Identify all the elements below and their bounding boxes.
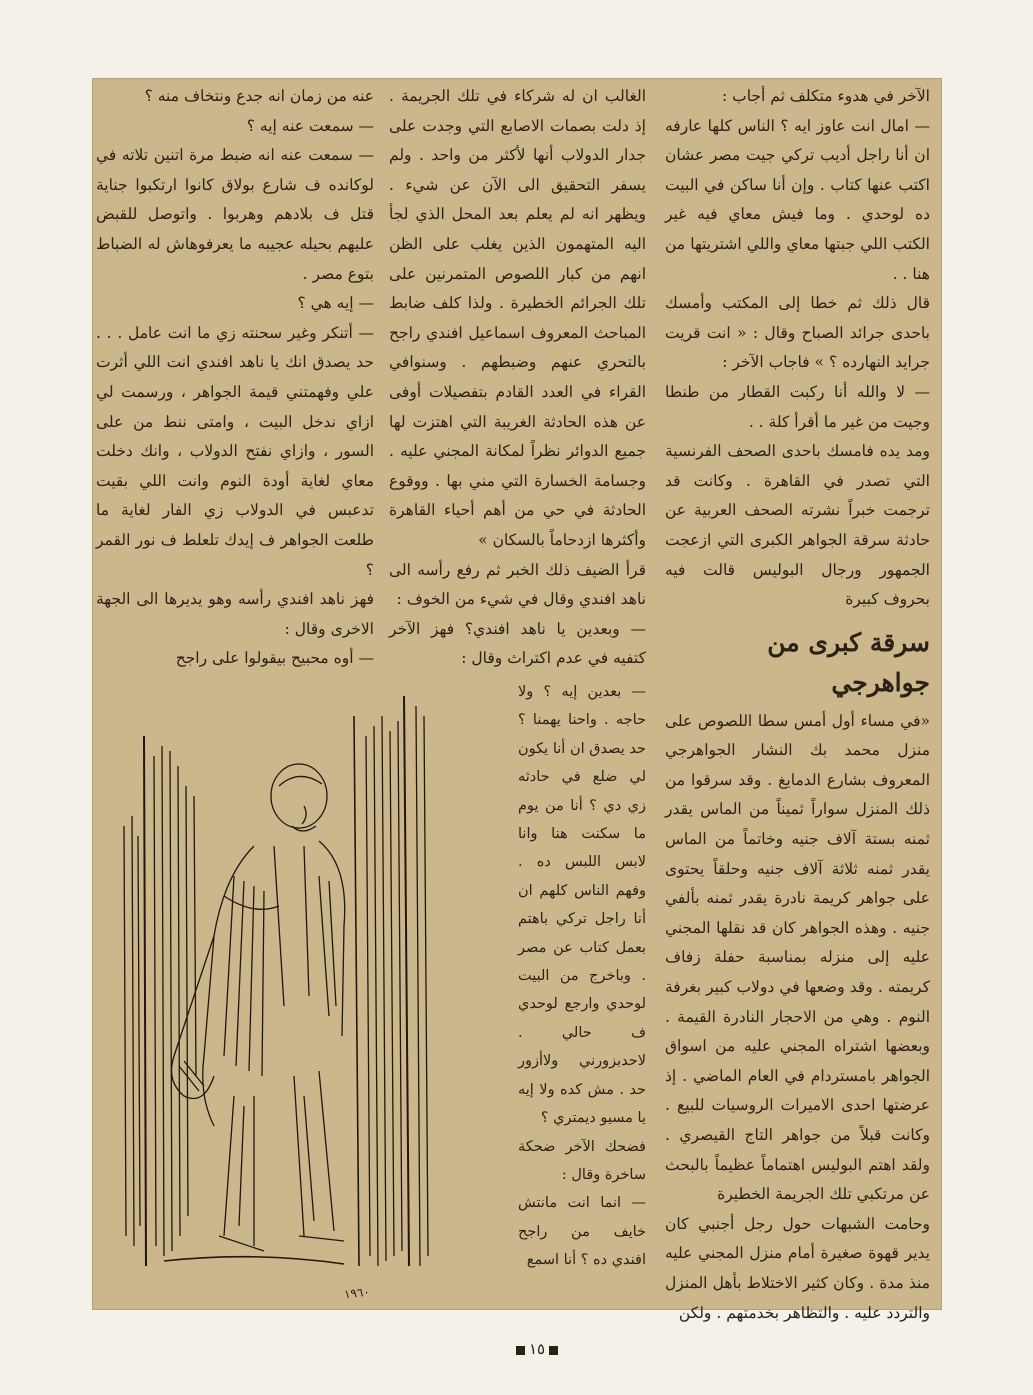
square-icon (516, 1346, 525, 1355)
page-number (492, 1340, 582, 1358)
paragraph: فضحك الآخر ضحكة ساخرة وقال : (518, 1138, 646, 1183)
square-icon (549, 1346, 558, 1355)
paragraph: الآخر في هدوء متكلف ثم أجاب : (721, 87, 930, 105)
right-column (665, 82, 930, 1328)
middle-narrow-column (518, 678, 646, 1275)
paragraph: — بعدين إيه ؟ ولا حاجه . واحنا يهمنا ؟ حد يصدق ان أنا يكون لي ضلع في حادثه زي دي ؟ أنا من يوم ما سكنت هنا وانا لابس اللبس ده . وفهم الناس كلهم ان أنا راجل تركي باهتم بعمل كتاب عن مصر . وباخرج من البيت لوحدي وارجع لوحدي ف حالي . لاحدبزورني ولاأزور حد . مش كده ولا إيه يا مسيو ديمتري ؟ (518, 684, 646, 1127)
paragraph: ومد يده فامسك باحدى الصحف الفرنسية التي تصدر في القاهرة . وكانت قد ترجمت خبراً نشرته الصحف العربية عن حادثة سرقة الجواهر الكبرى التي ازعجت الجمهور ورجال البوليس قالت فيه بحروف كبيرة (665, 442, 930, 609)
paragraph: — سمعت عنه انه ضبط مرة اتنين تلاته في لوكانده ف شارع بولاق كانوا ارتكبوا جناية قتل ف بلادهم وهربوا . واتوصل للقبض عليهم بحيله عجيبه ما يعرفوهاش له الضباط بتوع مصر . (96, 146, 374, 283)
paragraph: — وبعدين يا ناهد افندي؟ فهز الآخر كتفيه في عدم اكتراث وقال : (389, 619, 646, 668)
paragraph: وحامت الشبهات حول رجل أجنبي كان يدير قهوة صغيرة أمام منزل المجني عليه منذ مدة . وكان كثير الاختلاط بأهل المنزل والتردد عليه . والتظاهر بخدمتهم . ولكن (665, 1214, 930, 1322)
paragraph: — أوه محبيح بيقولوا على راجح (175, 649, 374, 668)
paragraph: قرأ الضيف ذلك الخبر ثم رفع رأسه الى ناهد افندي وقال في شيء من الخوف : (389, 560, 646, 609)
article-heading: سرقة كبرى من جواهرجي (767, 627, 930, 697)
artist-signature: ١٩٦٠ (343, 1284, 371, 1302)
paragraph: — أتنكر وغير سحنته زي ما انت عامل . . . حد يصدق انك يا ناهد افندي انت اللي أثرت علي وفهمتني قيمة الجواهر ، ورسمت لي ازاي ندخل البيت ، وامتى ننط من على السور ، وازاي نفتح الدولاب ، وانك دخلت معاي لغاية أودة النوم وانت اللي بقيت تدعبس في الدولاب زي الفار لغاية ما طلعت الجواهر ف إيدك تلعلط ف نور القمر ؟ (96, 323, 374, 579)
paragraph: — انما انت مانتش خايف من راجح افندي ده ؟ أنا اسمع (518, 1195, 646, 1269)
left-column (96, 82, 374, 674)
paragraph: قال ذلك ثم خطا إلى المكتب وأمسك باحدى جرائد الصباح وقال : « انت قريت جرايد النهارده ؟ » فاجاب الآخر : (665, 294, 930, 372)
page-number-text: ١٥ (528, 1340, 546, 1358)
magazine-page (92, 78, 942, 1358)
paragraph: — امال انت عاوز ايه ؟ الناس كلها عارفه ان أنا راجل أديب تركي جيت مصر عشان اكتب عنها كتاب . وإن أنا ساكن في البيت ده لوحدي . وما فيش معاي فيه غير الكتب اللي جبتها معاي واللي اشتريتها من هنا . . (665, 116, 930, 283)
paragraph: — سمعت عنه إيه ؟ (246, 116, 374, 135)
paragraph: — لا والله أنا ركبت القطار من طنطا وجيت من غير ما أقرأ كلة . . (665, 382, 930, 431)
paragraph: — إيه هي ؟ (297, 294, 374, 313)
paragraph: الغالب ان له شركاء في تلك الجريمة . إذ دلت بصمات الاصابع التي وجدت على جدار الدولاب أنها لأكثر من واحد . ولم يسفر التحقيق الى الآن عن شيء . ويظهر انه لم يعلم بعد المحل الذي لجأ اليه المتهمون الذين يغلب على الظن انهم من كبار اللصوص المتمرنين على تلك الجرائم الخطيرة . ولذا كلف ضابط المباحث المعروف اسماعيل افندي راجح بالتحري عنهم وضبطهم . وسنوافي القراء في العدد القادم بتفصيلات أوفى عن هذه الحادثة الغريبة التي اهتزت لها جميع الدوائر نظراً لمكانة المجني عليه . وجسامة الخسارة التي مني بها . ووقوع الحادثة في حي من أهم أحياء القاهرة وأكثرها ازدحاماً بالسكان » (389, 87, 646, 549)
illustration-svg (104, 676, 434, 1276)
paragraph: عنه من زمان انه جدع ونتخاف منه ؟ (144, 87, 374, 105)
middle-column (389, 82, 646, 674)
paragraph: فهز ناهد افندي رأسه وهو يديرها الى الجهة الاخرى وقال : (96, 590, 374, 638)
man-at-wardrobe-illustration (104, 676, 434, 1302)
paragraph: «في مساء أول أمس سطا اللصوص على منزل محمد بك النشار الجواهرجي المعروف بشارع الدمايغ . وقد سرقوا من ذلك المنزل سواراً ثميناً من الماس يقدر ثمنه بستة آلاف جنيه وخاتماً من الماس يقدر ثمنه ثلاثة آلاف جنيه وحلقاً يحتوى على جواهر كريمة نادرة يقدر ثمنه بألفي جنيه . وهذه الجواهر كان قد نقلها المجني عليه إلى منزله بمناسبة حفلة زفاف كريمته . وقد وضعها في دولاب كبير بغرفة النوم . وهي من الاحجار النادرة القيمة . وبعضها اشتراه المجني عليه من اسواق الجواهر بامستردام في العام الماضي . إذ عرضتها احدى الاميرات الروسيات للبيع . وكانت قبلاً من جواهر التاج القيصري . ولقد اهتم البوليس اهتماماً عظيماً بالبحث عن مرتكبي تلك الجريمة الخطيرة (665, 711, 930, 1204)
